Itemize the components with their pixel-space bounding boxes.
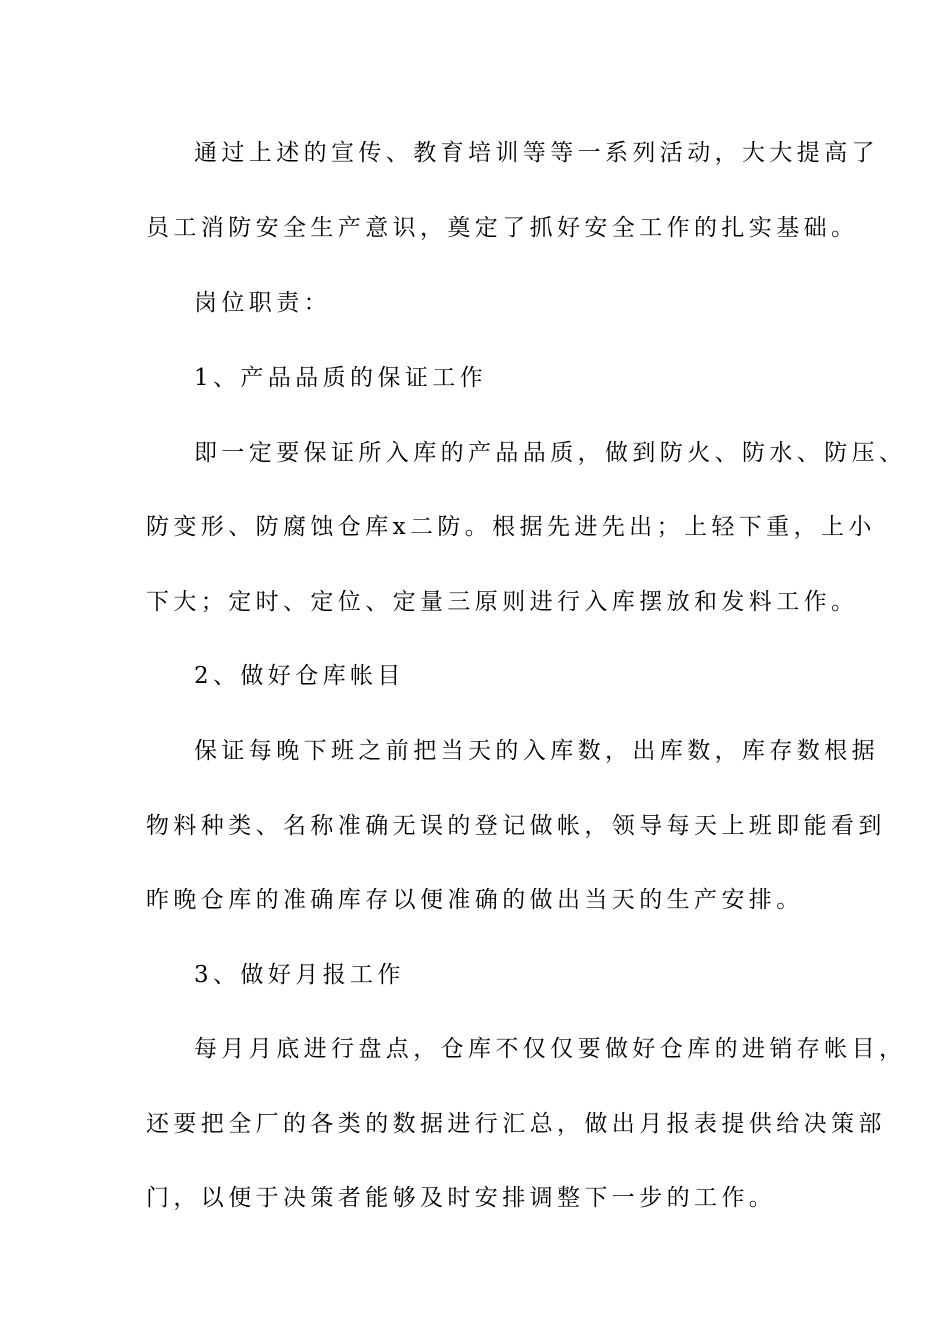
paragraph-line: 下大；定时、定位、定量三原则进行入库摆放和发料工作。: [146, 589, 859, 615]
paragraph-line: 即一定要保证所入库的产品品质，做到防火、防水、防压、: [194, 440, 907, 466]
paragraph-line: 员工消防安全生产意识，奠定了抓好安全工作的扎实基础。: [146, 215, 859, 241]
paragraph-line: 昨晚仓库的准确库存以便准确的做出当天的生产安排。: [146, 887, 804, 913]
section-heading: 1、产品品质的保证工作: [194, 365, 488, 391]
paragraph-line: 物料种类、名称准确无误的登记做帐，领导每天上班即能看到: [146, 813, 886, 839]
paragraph-line: 通过上述的宣传、教育培训等等一系列活动，大大提高了: [194, 140, 879, 166]
paragraph-line: 门，以便于决策者能够及时安排调整下一步的工作。: [146, 1185, 777, 1211]
paragraph-line: 防变形、防腐蚀仓库x二防。根据先进先出；上轻下重，上小: [146, 514, 876, 540]
section-heading: 岗位职责：: [194, 290, 331, 316]
paragraph-line: 保证每晚下班之前把当天的入库数，出库数，库存数根据: [194, 738, 879, 764]
section-heading: 2、做好仓库帐目: [194, 663, 405, 689]
paragraph-line: 每月月底进行盘点，仓库不仅仅要做好仓库的进销存帐目，: [194, 1036, 907, 1062]
paragraph-line: 还要把全厂的各类的数据进行汇总，做出月报表提供给决策部: [146, 1111, 886, 1137]
section-heading: 3、做好月报工作: [194, 962, 405, 988]
